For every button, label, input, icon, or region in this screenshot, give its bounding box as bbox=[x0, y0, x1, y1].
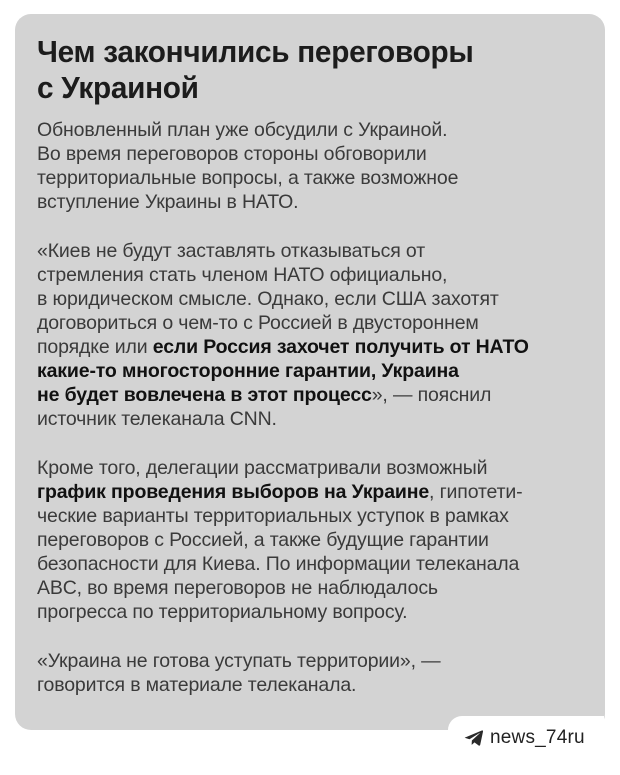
p2-line-3: в юридическом смысле. Однако, если США захотят bbox=[37, 288, 499, 310]
p3-line-2-plain: , гипотети- bbox=[429, 481, 523, 503]
p4-line-1: «Украина не готова уступать территории», — bbox=[37, 650, 441, 672]
p3-line-2-bold: график проведения выборов на Украине bbox=[37, 481, 430, 503]
p3-line-1: Кроме того, делегации рассматривали возможный bbox=[37, 457, 488, 479]
paragraph-3 bbox=[37, 456, 581, 624]
p2-line-5-plain: порядке или bbox=[37, 336, 153, 358]
p3-line-5: безопасности для Киева. По информации телеканала bbox=[37, 553, 520, 575]
p3-line-6: ABC, во время переговоров не наблюдалось bbox=[37, 577, 438, 599]
p2-line-2: стремления стать членом НАТО официально, bbox=[37, 264, 448, 286]
article-body bbox=[37, 118, 581, 697]
article-card bbox=[15, 14, 605, 730]
p2-line-5-bold: если Россия захочет получить от НАТО bbox=[152, 336, 529, 358]
p2-line-4: договориться о чем-то с Россией в двустороннем bbox=[37, 312, 479, 334]
telegram-icon bbox=[464, 729, 484, 747]
title-line-1: Чем закончились переговоры bbox=[37, 34, 474, 69]
p1-line-4: вступление Украины в НАТО. bbox=[37, 191, 299, 213]
p2-line-1: «Киев не будут заставлять отказываться от bbox=[37, 240, 425, 262]
p3-line-3: ческие варианты территориальных уступок в рамках bbox=[37, 505, 509, 527]
source-label[interactable]: news_74ru bbox=[490, 727, 585, 748]
paragraph-4 bbox=[37, 649, 581, 697]
p1-line-1: Обновленный план уже обсудили с Украиной. bbox=[37, 119, 448, 141]
p1-line-2: Во время переговоров стороны обговорили bbox=[37, 143, 427, 165]
p2-line-6-bold: какие-то многосторонние гарантии, Украина bbox=[37, 360, 459, 382]
paragraph-1 bbox=[37, 118, 581, 214]
p3-line-4: переговоров с Россией, а также будущие гарантии bbox=[37, 529, 489, 551]
p1-line-3: территориальные вопросы, а также возможное bbox=[37, 167, 459, 189]
source-tag[interactable] bbox=[448, 716, 604, 760]
p2-line-7-bold: не будет вовлечена в этот процесс bbox=[37, 384, 372, 406]
p2-line-7-plain: », — пояснил bbox=[371, 384, 492, 406]
paragraph-2 bbox=[37, 239, 581, 431]
p4-line-2: говорится в материале телеканала. bbox=[37, 674, 357, 696]
title-line-2: с Украиной bbox=[37, 70, 199, 105]
p2-line-8: источник телеканала CNN. bbox=[37, 408, 277, 430]
p3-line-7: прогресса по территориальному вопросу. bbox=[37, 601, 408, 623]
article-title bbox=[37, 34, 559, 106]
